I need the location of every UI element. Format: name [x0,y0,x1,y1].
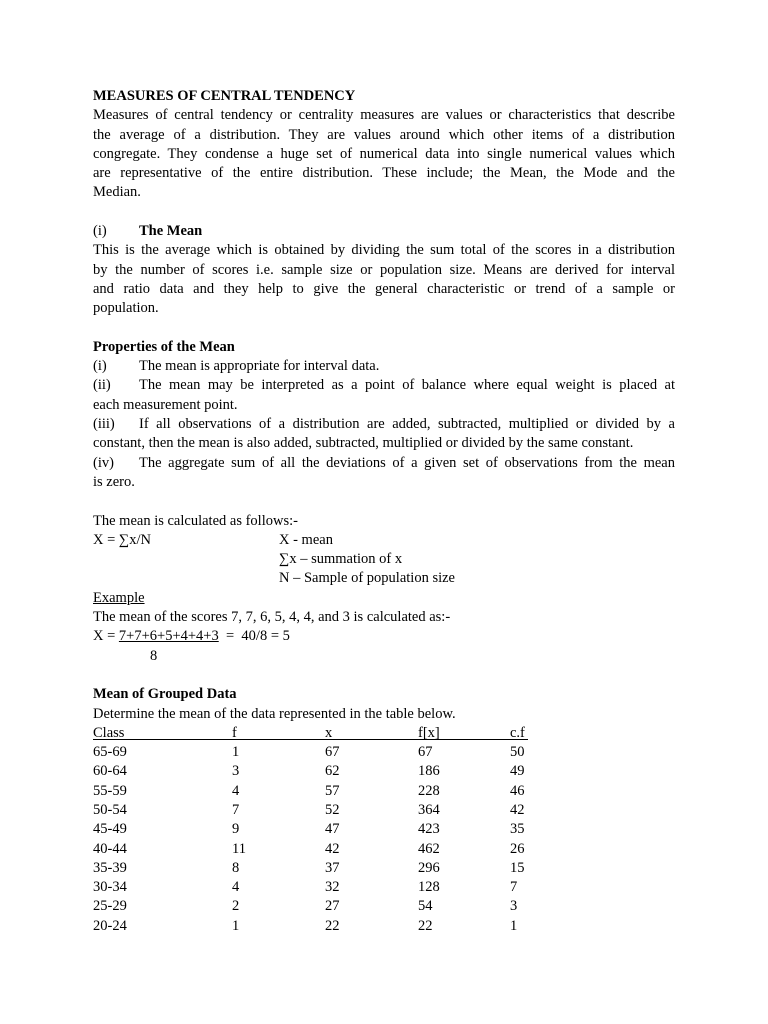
example-calculation [93,627,675,646]
mean-section-title: The Mean [139,223,203,240]
table-cell: 7 [232,801,240,818]
intro-line: the average of a distribution. They are values around which other items of a distribution [93,126,675,143]
property-number: (ii) [93,377,111,394]
header-underline [93,739,528,740]
example-text: The mean of the scores 7, 7, 6, 5, 4, 4, and 3 is calculated as:- [93,609,451,626]
mean-line: by the number of scores i.e. sample size or population size. Means are derived for interval [93,261,675,278]
property-number: (i) [93,358,107,375]
table-row [93,782,675,801]
example-numerator: 7+7+6+5+4+4+3 [118,628,219,645]
table-cell: 65-69 [93,744,127,761]
formula-definition: N – Sample of population size [279,570,455,587]
table-cell: 3 [510,898,518,915]
table-cell: 4 [232,782,240,799]
table-cell: 1 [232,744,240,761]
property-continuation: is zero. [93,473,135,490]
table-cell: 22 [418,917,433,934]
formula-definition: ∑x – summation of x [279,551,403,568]
table-cell: 45-49 [93,821,127,838]
table-cell: 67 [325,744,340,761]
table-cell: 4 [232,879,240,896]
example-label: Example [93,589,145,606]
table-header-cell: c.f [510,724,525,741]
table-cell: 67 [418,744,433,761]
table-row [93,859,675,878]
mean-section-heading [93,222,675,241]
property-continuation: constant, then the mean is also added, subtracted, multiplied or divided by the same constant. [93,435,634,452]
property-continuation: each measurement point. [93,396,238,413]
table-cell: 50-54 [93,801,127,818]
property-item [93,376,675,395]
example-lhs: X = [93,628,119,645]
table-cell: 8 [232,859,240,876]
table-cell: 25-29 [93,898,127,915]
table-cell: 9 [232,821,240,838]
property-item [93,454,675,473]
table-cell: 296 [418,859,440,876]
intro-line: Measures of central tendency or centrality measures are values or characteristics that describe [93,107,675,124]
property-text: The aggregate sum of all the deviations of a given set of observations from the mean [139,454,675,471]
table-cell: 1 [232,917,240,934]
formula-definition: X - mean [279,531,333,548]
property-number: (iii) [93,416,115,433]
intro-line: are representative of the entire distribution. These include; the Mean, the Mode and the [93,165,675,182]
table-cell: 42 [325,840,340,857]
table-row [93,878,675,897]
formula-row [93,531,675,550]
table-cell: 1 [510,917,518,934]
table-cell: 40-44 [93,840,127,857]
table-cell: 186 [418,763,440,780]
table-cell: 55-59 [93,782,127,799]
table-cell: 462 [418,840,440,857]
table-cell: 2 [232,898,240,915]
table-header-cell: f [232,724,237,741]
table-cell: 32 [325,879,340,896]
table-row [93,801,675,820]
mean-line: population. [93,300,159,317]
table-cell: 49 [510,763,525,780]
table-cell: 11 [232,840,246,857]
table-cell: 42 [510,801,525,818]
page-heading: MEASURES OF CENTRAL TENDENCY [93,88,356,104]
table-body [93,743,675,936]
property-item [93,357,675,376]
table-cell: 27 [325,898,340,915]
table-cell: 35-39 [93,859,127,876]
intro-line: congregate. They condense a huge set of numerical data into single numerical values which [93,145,675,162]
property-text: If all observations of a distribution are added, subtracted, multiplied or divided by a [139,416,675,433]
table-cell: 7 [510,879,518,896]
table-cell: 47 [325,821,340,838]
table-cell: 22 [325,917,340,934]
mean-line: This is the average which is obtained by dividing the sum total of the scores in a distribution [93,242,675,259]
example-denominator: 8 [150,647,158,664]
example-result: = 40/8 = 5 [218,628,290,645]
mean-paragraph [93,241,675,318]
intro-line: Median. [93,184,141,201]
table-cell: 60-64 [93,763,127,780]
property-item [93,415,675,434]
grouped-heading: Mean of Grouped Data [93,686,237,703]
table-row [93,762,675,781]
table-cell: 128 [418,879,440,896]
table-cell: 20-24 [93,917,127,934]
table-cell: 26 [510,840,525,857]
table-cell: 52 [325,801,340,818]
table-cell: 57 [325,782,340,799]
table-row [93,820,675,839]
document-page [93,87,675,936]
table-cell: 15 [510,859,525,876]
table-cell: 423 [418,821,440,838]
table-cell: 30-34 [93,879,127,896]
property-text: The mean is appropriate for interval data. [139,358,380,375]
table-cell: 54 [418,898,433,915]
grouped-intro: Determine the mean of the data represented in the table below. [93,705,456,722]
formula-intro: The mean is calculated as follows:- [93,512,298,529]
table-cell: 62 [325,763,340,780]
property-text: The mean may be interpreted as a point of balance where equal weight is placed at [139,377,675,394]
table-cell: 37 [325,859,340,876]
table-cell: 46 [510,782,525,799]
properties-list [93,357,675,492]
table-cell: 35 [510,821,525,838]
table-header-cell: x [325,724,333,741]
grouped-data-table [93,724,675,936]
table-row [93,743,675,762]
mean-section-number: (i) [93,223,107,240]
table-cell: 50 [510,744,525,761]
table-row [93,897,675,916]
table-cell: 364 [418,801,440,818]
intro-paragraph [93,106,675,202]
formula-expression: X = ∑x/N [93,531,151,548]
table-header-row [93,724,675,743]
table-row [93,917,675,936]
mean-line: and ratio data and they help to give the general characteristic or trend of a sample or [93,280,675,297]
table-header-cell: Class [93,724,125,741]
properties-heading: Properties of the Mean [93,338,235,355]
table-header-cell: f[x] [418,724,440,741]
table-cell: 228 [418,782,440,799]
table-row [93,840,675,859]
property-number: (iv) [93,454,114,471]
table-cell: 3 [232,763,240,780]
